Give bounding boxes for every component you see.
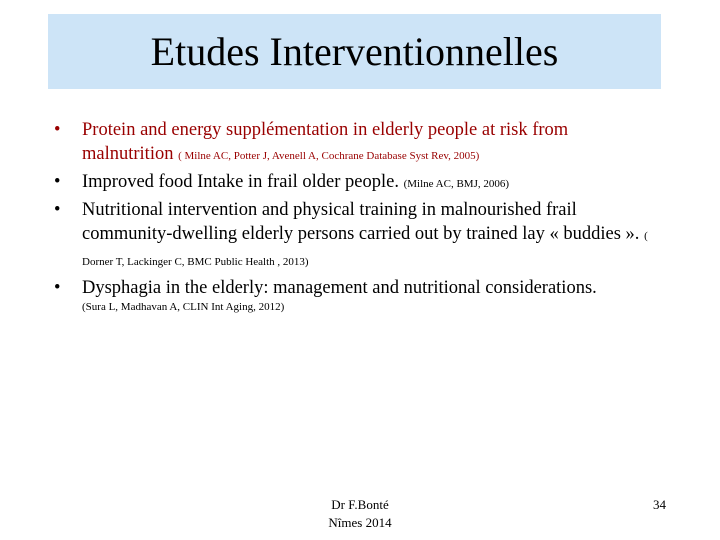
bullet-reference: ( Milne AC, Potter J, Avenell A, Cochrane Database Syst Rev, 2005): [178, 150, 480, 162]
slide-title: Etudes Interventionnelles: [150, 28, 559, 74]
bullet-item: [54, 276, 654, 315]
title-box: [48, 14, 661, 89]
bullet-marker: •: [54, 120, 61, 140]
bullet-reference: (Milne AC, BMJ, 2006): [403, 178, 510, 190]
page-number: 34: [653, 497, 666, 512]
bullet-text: Improved food Intake in frail older people.: [82, 172, 399, 192]
footer-place-year: Nîmes 2014: [328, 515, 392, 530]
bullet-reference: ( Dorner T, Lackinger C, BMC Public Health , 2013): [82, 230, 648, 268]
bullet-item: [54, 118, 654, 168]
bullet-text: Dysphagia in the elderly: management and nutritional considerations.: [82, 278, 597, 298]
bullet-list: [54, 118, 654, 317]
bullet-marker: •: [54, 172, 61, 192]
bullet-marker: •: [54, 278, 61, 298]
footer-author: Dr F.Bonté: [331, 497, 389, 512]
slide-footer: [300, 496, 420, 532]
bullet-text: Nutritional intervention and physical training in malnourished frail community-dwelling elderly persons carried out by trained lay « buddies ».: [82, 200, 640, 244]
bullet-item: [54, 198, 654, 274]
bullet-item: [54, 170, 654, 196]
bullet-reference: (Sura L, Madhavan A, CLIN Int Aging, 2012): [82, 301, 285, 313]
bullet-text: Protein and energy supplémentation in elderly people at risk from malnutrition: [82, 120, 569, 164]
bullet-marker: •: [54, 200, 61, 220]
